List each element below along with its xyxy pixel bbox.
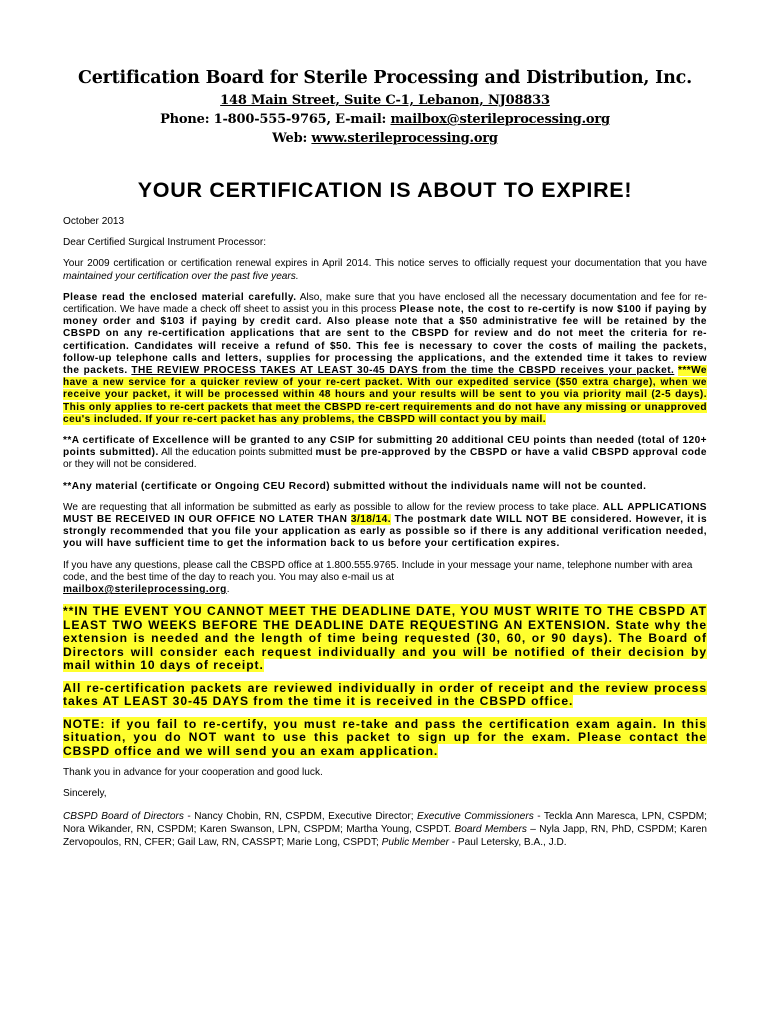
closing-line: Sincerely, <box>63 788 107 800</box>
thanks-line: Thank you in advance for your cooperation and good luck. <box>63 767 323 779</box>
paragraph-expiration <box>63 258 707 282</box>
web-label: Web: <box>272 131 312 146</box>
sig-board-members: Board Members <box>454 823 527 835</box>
p3-text-1: All the education points submitted <box>158 447 316 459</box>
p3-text-2: or they will not be considered. <box>63 459 197 471</box>
p6-text-1: If you have any questions, please call the CBSPD office at 1.800.555.9765. Include in your message your name, telephone number with area code, and the best time of the day to reach you. You may also e-mail us at <box>63 559 693 583</box>
exam-note: NOTE: if you fail to re-certify, you must re-take and pass the certification exam again. In this situation, you do NOT want to use this packet to sign up for the exam. Please contact the CBSPD office and we will send you an exam application. <box>63 716 707 758</box>
p2-text-1: Also, make sure that you have enclosed all the necessary documentation and fee for re-certification. We have made a check off sheet to assist you in this process <box>63 291 707 316</box>
paragraph-review-order <box>63 682 707 709</box>
sig-text-1: - Nancy Chobin, RN, CSPDM, Executive Director; <box>183 810 417 822</box>
contact-line <box>63 112 707 127</box>
p5-bold-2: The postmark date WILL NOT BE considered. However, it is strongly recommended that you file your application as early as possible so if there is any additional verification needed, you will have sufficient time to get the information back to us before your certification expires. <box>63 514 708 550</box>
sig-public-member: Public Member <box>381 837 449 849</box>
p3-bold-1: **A certificate of Excellence will be granted to any CSIP for submitting 20 additional CEU points than needed (total of 120+ points submitted). <box>63 435 707 459</box>
page-title: YOUR CERTIFICATION IS ABOUT TO EXPIRE! <box>137 178 633 202</box>
p5-text-1: We are requesting that all information be submitted as early as possible to allow for the review process to take place. <box>63 501 603 513</box>
paragraph-exam-note <box>63 718 707 759</box>
extension-notice: **IN THE EVENT YOU CANNOT MEET THE DEADLINE DATE, YOU MUST WRITE TO THE CBSPD AT LEAST TWO WEEKS BEFORE THE DEADLINE DATE REQUESTING AN EXTENSION. State why the extension is needed and the length of time being requested (30, 60, or 90 days). The Board of Directors will consider each request individually and you will be notified of their decision by mail within 10 days of receipt. <box>63 604 707 673</box>
paragraph-extension <box>63 605 707 673</box>
signature-block <box>63 810 707 850</box>
website-link[interactable]: www.sterileprocessing.org <box>311 131 498 146</box>
p2-expedited-service: ***We have a new service for a quicker review of your re-cert packet. With our expedited service ($50 extra charge), when we receive your packet, it will be processed within 48 hours and your results will be sent to you via priority mail (2-5 days). This only applies to re-cert packets that meet the CBSPD re-cert requirements and do not have any missing or unapproved ceu's included. If your re-cert packet has any problems, the CBSPD will contact you by mail. <box>63 365 707 425</box>
web-line <box>63 131 707 146</box>
sig-text-4: - Paul Letersky, B.A., J.D. <box>448 837 567 849</box>
sig-board-directors: CBSPD Board of Directors <box>63 810 184 822</box>
questions-email-link[interactable]: mailbox@sterileprocessing.org <box>63 584 227 596</box>
organization-address: 148 Main Street, Suite C-1, Lebanon, NJ08833 <box>220 93 550 108</box>
p1-text: Your 2009 certification or certification renewal expires in April 2014. This notice serves to officially request your documentation that you have <box>63 258 707 270</box>
p6-text-2: . <box>226 584 230 596</box>
salutation: Dear Certified Surgical Instrument Processor: <box>63 237 267 249</box>
letter-body <box>63 216 707 858</box>
paragraph-questions <box>63 560 707 597</box>
sig-exec-commissioners: Executive Commissioners <box>416 810 534 822</box>
email-link[interactable]: mailbox@sterileprocessing.org <box>390 112 610 127</box>
paragraph-instructions <box>63 292 707 426</box>
p1-italic: maintained your certification over the past five years. <box>63 270 299 282</box>
p3-bold-2: must be pre-approved by the CBSPD or have a valid CBSPD approval code <box>315 447 707 459</box>
p2-bold-1: Please read the enclosed material carefully. <box>63 291 297 303</box>
paragraph-excellence <box>63 435 707 472</box>
p2-review-notice: THE REVIEW PROCESS TAKES AT LEAST 30-45 DAYS from the time the CBSPD receives your packet. <box>131 365 675 377</box>
sig-text-3: – Nyla Japp, RN, PhD, CSPDM; Karen Zervopoulos, RN, CFER; Gail Law, RN, CASSPT; Marie Long, CSPDT; <box>63 823 707 849</box>
p2-bold-2: Please note, the cost to re-certify is now $100 if paying by money order and $103 if paying by credit card. Also please note that a $50 administrative fee will be retained by the CBSPD on any re-certification applications that are sent to the CBSPD for review and do not meet the criteria for re-certification. Candidates will receive a refund of $50. This fee is necessary to cover the costs of mailing the packets, follow-up telephone calls and letters, supplies for processing the applications, and the extended time it takes to review the packets. <box>63 304 707 377</box>
organization-name: Certification Board for Sterile Processing and Distribution, Inc. <box>77 68 693 88</box>
letter-date: October 2013 <box>63 216 125 227</box>
p5-bold-1: ALL APPLICATIONS MUST BE RECEIVED IN OUR OFFICE NO LATER THAN <box>63 501 707 526</box>
paragraph-name-requirement: **Any material (certificate or Ongoing CEU Record) submitted without the individuals name will not be counted. <box>63 480 647 492</box>
paragraph-deadline <box>63 502 707 551</box>
deadline-date: 3/18/14. <box>350 514 391 526</box>
phone-text: Phone: 1-800-555-9765, E-mail: <box>160 112 391 127</box>
sig-text-2: - Teckla Ann Maresca, LPN, CSPDM; Nora Wikander, RN, CSPDM; Karen Swanson, LPN, CSPDM; Martha Young, CSPDT. <box>63 810 707 835</box>
review-order-notice: All re-certification packets are reviewed individually in order of receipt and the review process takes AT LEAST 30-45 DAYS from the time it is received in the CBSPD office. <box>63 680 707 709</box>
